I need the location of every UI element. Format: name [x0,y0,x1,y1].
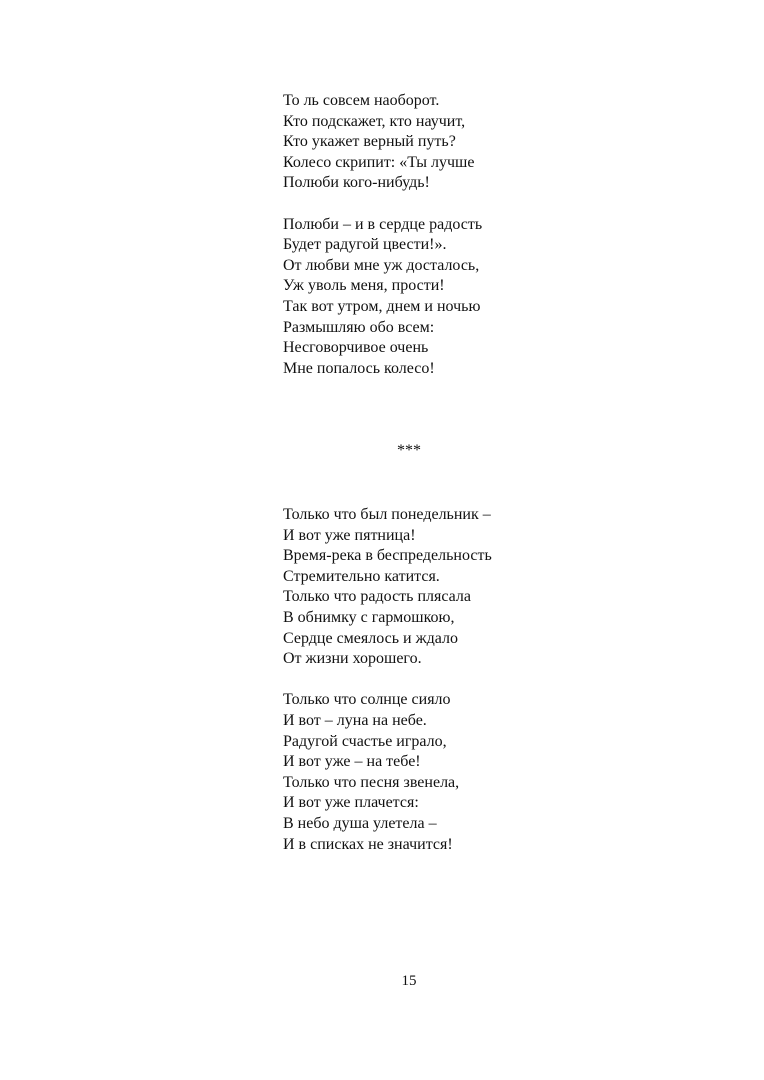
poem-line: Так вот утром, днем и ночью [283,297,481,315]
poem-ending [283,91,482,379]
poem-line: Будет радугой цвести!». [283,236,447,254]
poem [283,505,492,855]
poem-line: Только что песня звенела, [283,773,460,791]
poem-line: Сердце смеялось и ждало [283,629,459,647]
page-number: 15 [401,973,417,989]
poem-line: И вот уже пятница! [283,526,416,544]
poem-line: И вот – луна на небе. [283,711,427,729]
stanza-gap [283,670,492,691]
poem-line: Только что солнце сияло [283,691,451,709]
poem-line: То ль совсем наоборот. [283,92,440,109]
poem-line: Уж уволь меня, прости! [283,277,445,295]
poem-line: Размышляю обо всем: [283,318,435,336]
poem-line: Стремительно катится. [283,567,440,585]
poem-line: Мне попалось колесо! [283,359,435,377]
stanza-gap [283,194,482,215]
stanza-2 [283,690,492,855]
poem-line: И вот уже плачется: [283,794,419,812]
poem-line: И вот уже – на тебе! [283,753,421,771]
poem-line: Только что радость плясала [283,588,471,606]
poem-line: Радугой счастье играло, [283,732,447,750]
poem-line: Полюби кого-нибудь! [283,174,430,192]
poem-line: В небо душа улетела – [283,814,437,832]
poem-line: Полюби – и в сердце радость [283,215,483,233]
stanza-1 [283,91,482,194]
stanza-2 [283,215,482,380]
poem-line: Время-река в беспредельность [283,547,492,565]
section-separator: *** [397,442,421,459]
poem-line: Несговорчивое очень [283,339,429,357]
poem-line: Кто укажет верный путь? [283,133,456,151]
poem-line: В обнимку с гармошкою, [283,608,455,626]
stanza-1 [283,505,492,670]
poem-line: От жизни хорошего. [283,650,422,668]
poem-line: Кто подскажет, кто научит, [283,112,466,130]
poem-line: И в списках не значится! [283,835,453,853]
poem-line: Колесо скрипит: «Ты лучше [283,153,475,171]
poem-line: Только что был понедельник – [283,506,491,523]
poem-line: От любви мне уж досталось, [283,256,480,274]
